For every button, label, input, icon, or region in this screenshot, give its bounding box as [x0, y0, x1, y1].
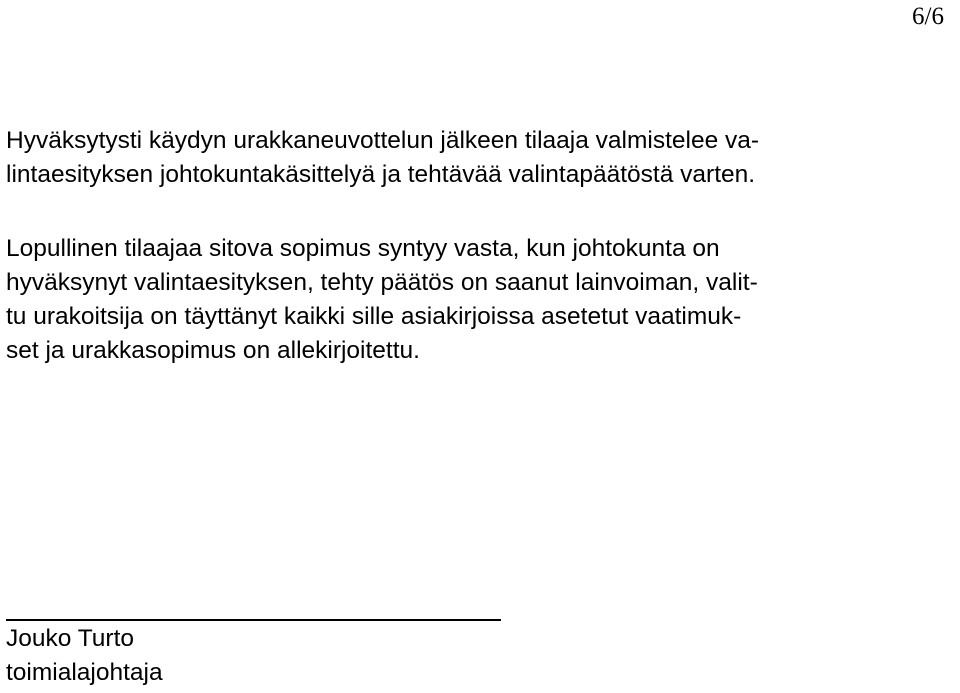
signature-line — [6, 619, 501, 621]
text-line: Hyväksytysti käydyn urakkaneuvottelun jälkeen tilaaja valmistelee va- — [6, 127, 760, 154]
signer-title: toimialajohtaja — [6, 659, 163, 686]
paragraph-final-contract — [6, 232, 956, 368]
page-number: 6/6 — [912, 3, 944, 30]
text-line: Lopullinen tilaajaa sitova sopimus syntyy vasta, kun johtokunta on — [6, 235, 720, 262]
text-line: tu urakoitsija on täyttänyt kaikki sille asiakirjoissa asetetut vaatimuk- — [6, 303, 742, 330]
paragraph-tender-negotiation — [6, 124, 956, 192]
signer-name: Jouko Turto — [6, 625, 135, 652]
text-line: set ja urakkasopimus on allekirjoitettu. — [6, 337, 420, 364]
text-line: lintaesityksen johtokuntakäsittelyä ja tehtävää valintapäätöstä varten. — [6, 161, 756, 188]
text-line: hyväksynyt valintaesityksen, tehty päätös on saanut lainvoiman, valit- — [6, 269, 758, 296]
signature-block — [6, 622, 163, 690]
